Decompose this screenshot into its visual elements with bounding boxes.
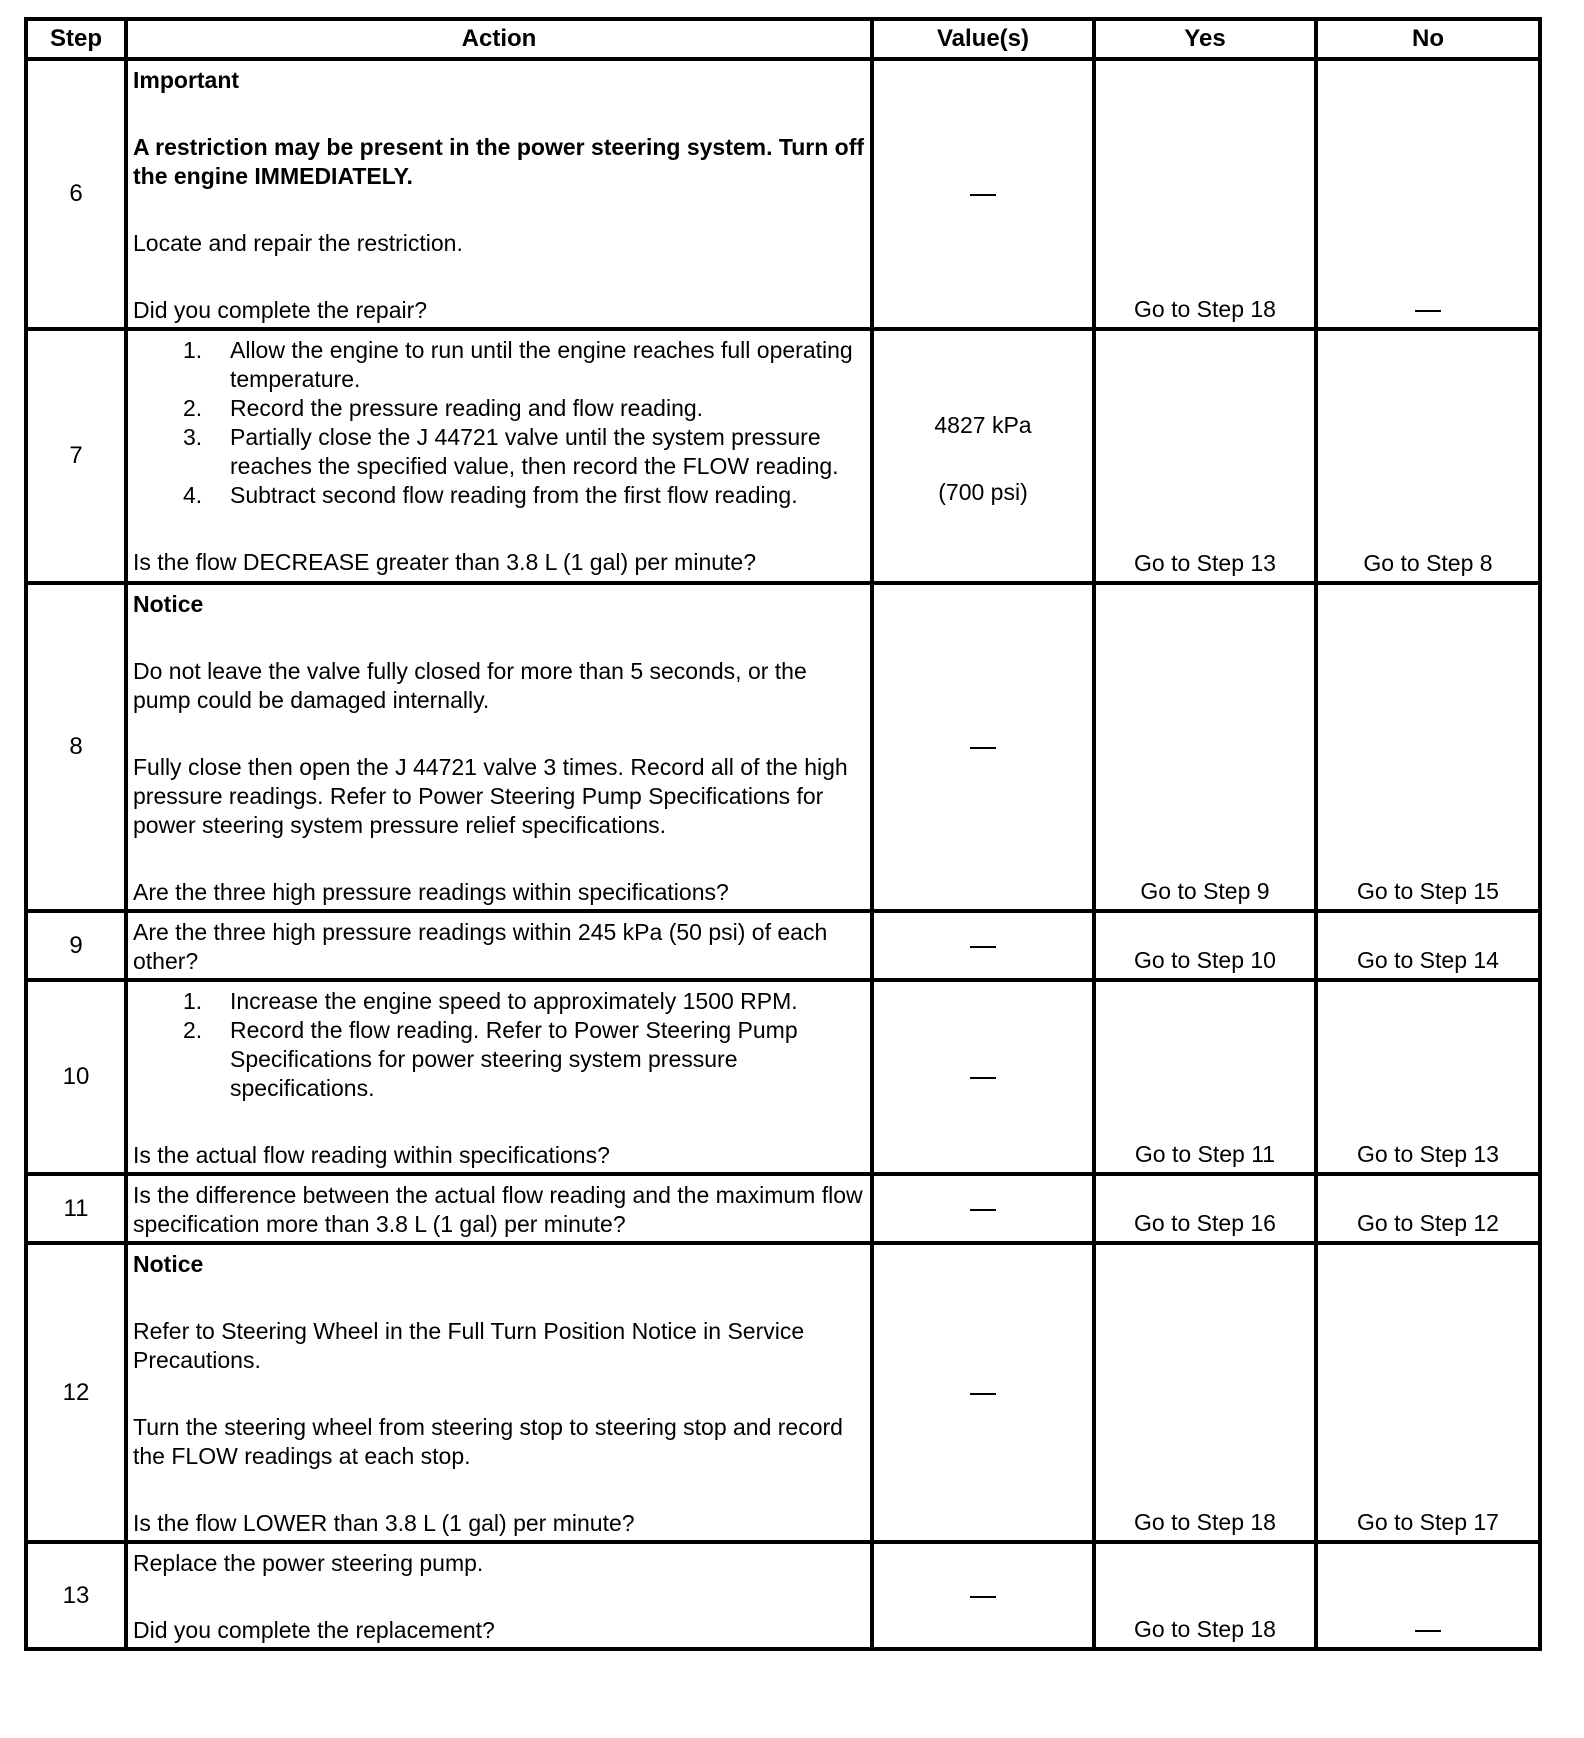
no-answer <box>1316 1542 1540 1649</box>
list-item <box>133 336 866 394</box>
dash-mark <box>970 946 996 948</box>
question-text: Is the flow LOWER than 3.8 L (1 gal) per minute? <box>133 1510 635 1536</box>
table-row-step-7 <box>26 329 1540 583</box>
action-cell <box>126 59 872 329</box>
header-step: Step <box>26 19 126 59</box>
question-text: Is the actual flow reading within specifications? <box>133 1142 610 1168</box>
diagnostic-table <box>24 17 1542 1651</box>
value-cell <box>872 59 1094 329</box>
action-cell <box>126 911 872 980</box>
warning-text: A restriction may be present in the power steering system. Turn off the engine IMMEDIATELY. <box>133 134 865 189</box>
action-cell <box>126 583 872 911</box>
value-cell <box>872 911 1094 980</box>
value-metric: 4827 kPa <box>934 412 1032 438</box>
value-cell <box>872 1243 1094 1542</box>
action-cell <box>126 1174 872 1243</box>
notice-heading: Notice <box>133 1251 204 1277</box>
value-cell <box>872 1174 1094 1243</box>
yes-answer: Go to Step 9 <box>1094 583 1316 911</box>
no-answer <box>1316 59 1540 329</box>
dash-mark <box>970 1393 996 1395</box>
table-row-step-12 <box>26 1243 1540 1542</box>
step-number: 8 <box>26 583 126 911</box>
list-item <box>133 987 866 1016</box>
action-cell <box>126 980 872 1174</box>
header-no: No <box>1316 19 1540 59</box>
question-text: Is the difference between the actual flow reading and the maximum flow specification more than 3.8 L (1 gal) per minute? <box>133 1182 863 1237</box>
step-number: 11 <box>26 1174 126 1243</box>
list-item <box>133 481 866 510</box>
list-text: Subtract second flow reading from the first flow reading. <box>230 482 798 508</box>
table-row-step-6 <box>26 59 1540 329</box>
list-number: 4. <box>183 482 203 508</box>
question-text: Are the three high pressure readings within 245 kPa (50 psi) of each other? <box>133 919 828 974</box>
instruction-text: Locate and repair the restriction. <box>133 230 463 256</box>
important-heading: Important <box>133 67 240 93</box>
notice-heading: Notice <box>133 591 204 617</box>
value-cell <box>872 329 1094 583</box>
no-answer: Go to Step 13 <box>1316 980 1540 1174</box>
notice-text: Do not leave the valve fully closed for more than 5 seconds, or the pump could be damaged internally. <box>133 658 807 713</box>
dash-mark <box>1415 310 1441 312</box>
value-cell <box>872 980 1094 1174</box>
yes-answer: Go to Step 11 <box>1094 980 1316 1174</box>
header-values: Value(s) <box>872 19 1094 59</box>
header-row <box>26 19 1540 59</box>
table-row-step-10 <box>26 980 1540 1174</box>
list-text: Record the flow reading. Refer to Power Steering Pump Specifications for power steering system pressure specifications. <box>230 1017 798 1101</box>
no-answer: Go to Step 12 <box>1316 1174 1540 1243</box>
list-number: 2. <box>183 1017 203 1043</box>
list-number: 1. <box>183 337 203 363</box>
list-number: 1. <box>183 988 203 1014</box>
no-answer: Go to Step 14 <box>1316 911 1540 980</box>
instruction-text: Replace the power steering pump. <box>133 1550 484 1576</box>
procedure-list <box>133 336 866 510</box>
list-item <box>133 1016 866 1103</box>
step-number: 13 <box>26 1542 126 1649</box>
list-text: Record the pressure reading and flow reading. <box>230 395 704 421</box>
instruction-text: Fully close then open the J 44721 valve 3 times. Record all of the high pressure readings. Refer to Power Steering Pump Specifications for power steering system pressure relief specifications. <box>133 754 848 838</box>
procedure-list <box>133 987 866 1103</box>
step-number: 6 <box>26 59 126 329</box>
no-answer: Go to Step 17 <box>1316 1243 1540 1542</box>
action-cell <box>126 1243 872 1542</box>
dash-mark <box>970 747 996 749</box>
no-answer: Go to Step 8 <box>1316 329 1540 583</box>
dash-mark <box>970 1077 996 1079</box>
dash-mark <box>970 1596 996 1598</box>
list-number: 2. <box>183 395 203 421</box>
instruction-text: Turn the steering wheel from steering stop to steering stop and record the FLOW readings at each stop. <box>133 1414 843 1469</box>
header-yes: Yes <box>1094 19 1316 59</box>
dash-mark <box>1415 1630 1441 1632</box>
step-number: 9 <box>26 911 126 980</box>
step-number: 7 <box>26 329 126 583</box>
list-text: Partially close the J 44721 valve until the system pressure reaches the specified value, then record the FLOW reading. <box>230 424 839 479</box>
yes-answer: Go to Step 18 <box>1094 59 1316 329</box>
table-row-step-11 <box>26 1174 1540 1243</box>
header-action: Action <box>126 19 872 59</box>
dash-mark <box>970 1209 996 1211</box>
question-text: Are the three high pressure readings within specifications? <box>133 879 729 905</box>
list-item <box>133 394 866 423</box>
value-cell <box>872 583 1094 911</box>
diagnostic-table-container <box>24 17 1542 1651</box>
yes-answer: Go to Step 10 <box>1094 911 1316 980</box>
yes-answer: Go to Step 18 <box>1094 1542 1316 1649</box>
list-text: Increase the engine speed to approximately 1500 RPM. <box>230 988 798 1014</box>
yes-answer: Go to Step 18 <box>1094 1243 1316 1542</box>
list-number: 3. <box>183 424 203 450</box>
no-answer: Go to Step 15 <box>1316 583 1540 911</box>
action-cell <box>126 1542 872 1649</box>
question-text: Is the flow DECREASE greater than 3.8 L (1 gal) per minute? <box>133 549 757 575</box>
list-item <box>133 423 866 481</box>
value-imperial: (700 psi) <box>938 479 1028 505</box>
action-cell <box>126 329 872 583</box>
yes-answer: Go to Step 16 <box>1094 1174 1316 1243</box>
step-number: 12 <box>26 1243 126 1542</box>
step-number: 10 <box>26 980 126 1174</box>
question-text: Did you complete the repair? <box>133 297 428 323</box>
yes-answer: Go to Step 13 <box>1094 329 1316 583</box>
question-text: Did you complete the replacement? <box>133 1617 495 1643</box>
table-row-step-13 <box>26 1542 1540 1649</box>
notice-text: Refer to Steering Wheel in the Full Turn Position Notice in Service Precautions. <box>133 1318 805 1373</box>
dash-mark <box>970 194 996 196</box>
table-row-step-8 <box>26 583 1540 911</box>
list-text: Allow the engine to run until the engine reaches full operating temperature. <box>230 337 853 392</box>
table-row-step-9 <box>26 911 1540 980</box>
value-cell <box>872 1542 1094 1649</box>
